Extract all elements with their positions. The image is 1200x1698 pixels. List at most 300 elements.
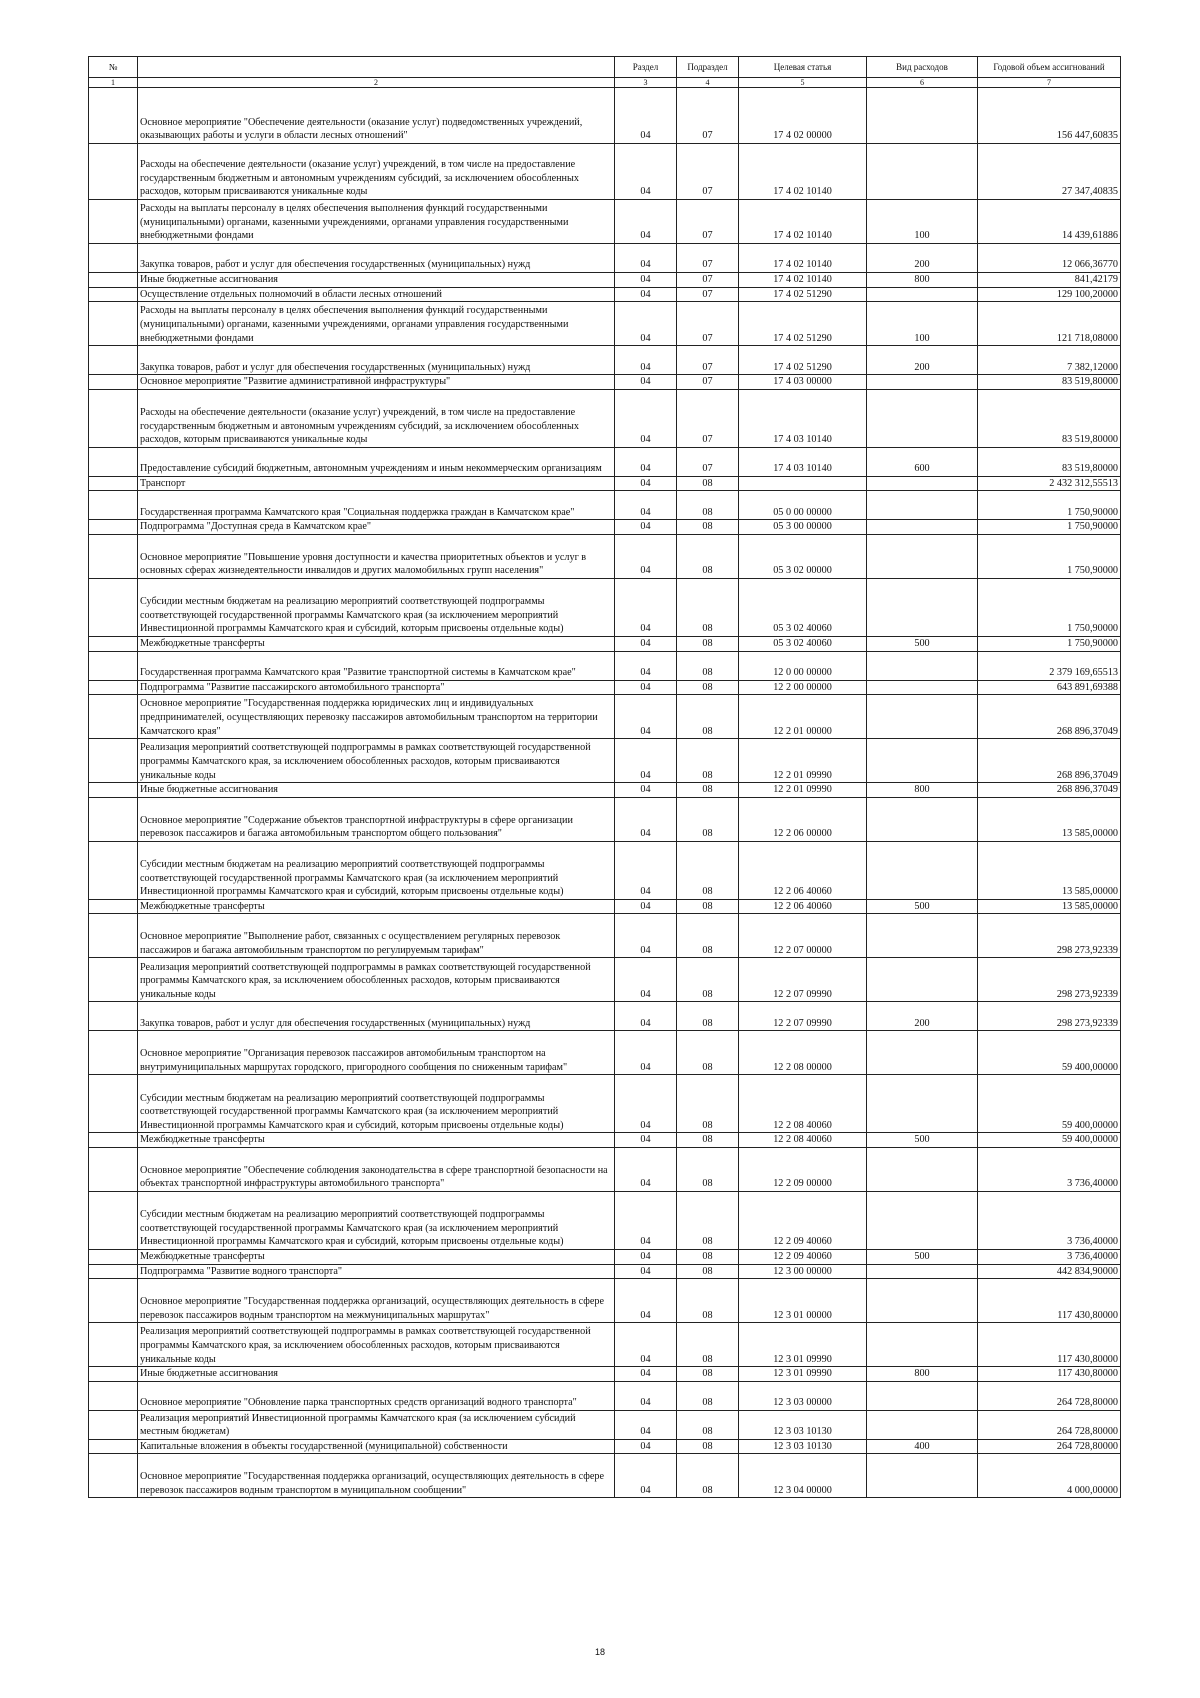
- row-subsection-cell: 08: [677, 534, 739, 578]
- row-number-cell: [89, 1147, 138, 1191]
- table-row: [89, 797, 1121, 841]
- row-amount-cell: 12 066,36770: [978, 244, 1121, 273]
- row-amount-cell: 117 430,80000: [978, 1323, 1121, 1367]
- row-amount-cell: 442 834,90000: [978, 1264, 1121, 1279]
- row-amount-cell: 3 736,40000: [978, 1147, 1121, 1191]
- row-subsection-cell: 08: [677, 1133, 739, 1148]
- row-name-cell: Основное мероприятие "Повышение уровня доступности и качества приоритетных объектов и услуг в основных сферах жизнедеятельности инвалидов и других маломобильных групп населения": [138, 534, 615, 578]
- table-row: [89, 447, 1121, 476]
- row-section-cell: 04: [615, 273, 677, 288]
- row-expense-kind-cell: 800: [867, 783, 978, 798]
- row-name-cell: Субсидии местным бюджетам на реализацию мероприятий соответствующей подпрограммы соответствующей государственной программы Камчатского края (за исключением мероприятий Инвестиционной программы Камчатского края и субсидий, которым присвоены отдельные коды): [138, 1191, 615, 1249]
- row-section-cell: 04: [615, 389, 677, 447]
- row-number-cell: [89, 680, 138, 695]
- row-section-cell: 04: [615, 841, 677, 899]
- row-target-article-cell: 12 2 06 00000: [739, 797, 867, 841]
- row-expense-kind-cell: 200: [867, 346, 978, 375]
- row-section-cell: 04: [615, 534, 677, 578]
- row-target-article-cell: 17 4 02 10140: [739, 200, 867, 244]
- row-expense-kind-cell: [867, 1410, 978, 1439]
- row-subsection-cell: 08: [677, 1031, 739, 1075]
- row-amount-cell: 59 400,00000: [978, 1133, 1121, 1148]
- row-number-cell: [89, 273, 138, 288]
- row-name-cell: Государственная программа Камчатского края "Социальная поддержка граждан в Камчатском крае": [138, 491, 615, 520]
- row-subsection-cell: 08: [677, 958, 739, 1002]
- row-target-article-cell: 12 2 08 40060: [739, 1075, 867, 1133]
- row-section-cell: 04: [615, 1279, 677, 1323]
- table-row: [89, 302, 1121, 346]
- row-target-article-cell: 17 4 02 10140: [739, 273, 867, 288]
- row-target-article-cell: 12 2 07 09990: [739, 1002, 867, 1031]
- row-subsection-cell: 08: [677, 1454, 739, 1498]
- row-section-cell: 04: [615, 1249, 677, 1264]
- table-row: [89, 534, 1121, 578]
- row-name-cell: Основное мероприятие "Выполнение работ, связанных с осуществлением регулярных перевозок пассажиров и багажа автомобильным транспортом по регулируемым тарифам": [138, 914, 615, 958]
- row-name-cell: Предоставление субсидий бюджетным, автономным учреждениям и иным некоммерческим организациям: [138, 447, 615, 476]
- row-target-article-cell: 17 4 02 10140: [739, 144, 867, 200]
- row-amount-cell: 59 400,00000: [978, 1031, 1121, 1075]
- row-amount-cell: 13 585,00000: [978, 797, 1121, 841]
- row-name-cell: Расходы на выплаты персоналу в целях обеспечения выполнения функций государственными (муниципальными) органами, казенными учреждениями, органами управления государственными внебюджетными фондами: [138, 200, 615, 244]
- row-section-cell: 04: [615, 200, 677, 244]
- row-number-cell: [89, 899, 138, 914]
- row-section-cell: 04: [615, 578, 677, 636]
- row-number-cell: [89, 1002, 138, 1031]
- row-amount-cell: 3 736,40000: [978, 1249, 1121, 1264]
- row-expense-kind-cell: 100: [867, 302, 978, 346]
- row-name-cell: Основное мероприятие "Обеспечение соблюдения законодательства в сфере транспортной безопасности на объектах транспортной инфраструктуры автомобильного транспорта": [138, 1147, 615, 1191]
- row-subsection-cell: 08: [677, 1075, 739, 1133]
- row-expense-kind-cell: 100: [867, 200, 978, 244]
- row-expense-kind-cell: 600: [867, 447, 978, 476]
- row-expense-kind-cell: 200: [867, 1002, 978, 1031]
- row-subsection-cell: 08: [677, 1147, 739, 1191]
- row-subsection-cell: 07: [677, 273, 739, 288]
- row-name-cell: Основное мероприятие "Государственная поддержка организаций, осуществляющих деятельность в сфере перевозок пассажиров водным транспортом на межмуниципальных маршрутах": [138, 1279, 615, 1323]
- row-subsection-cell: 08: [677, 914, 739, 958]
- row-subsection-cell: 08: [677, 1439, 739, 1454]
- row-amount-cell: 1 750,90000: [978, 491, 1121, 520]
- column-number: 1: [89, 78, 138, 88]
- row-name-cell: Реализация мероприятий соответствующей подпрограммы в рамках соответствующей государственной программы Камчатского края, за исключением обособленных расходов, которым присваиваются уникальные коды: [138, 958, 615, 1002]
- row-section-cell: 04: [615, 783, 677, 798]
- header-section: Раздел: [615, 57, 677, 78]
- row-subsection-cell: 08: [677, 797, 739, 841]
- row-expense-kind-cell: [867, 520, 978, 535]
- row-amount-cell: 121 718,08000: [978, 302, 1121, 346]
- row-target-article-cell: 12 2 09 40060: [739, 1249, 867, 1264]
- table-row: [89, 1381, 1121, 1410]
- row-amount-cell: 1 750,90000: [978, 520, 1121, 535]
- row-expense-kind-cell: [867, 375, 978, 390]
- row-number-cell: [89, 739, 138, 783]
- row-name-cell: Основное мероприятие "Развитие административной инфраструктуры": [138, 375, 615, 390]
- table-row: [89, 1249, 1121, 1264]
- row-section-cell: 04: [615, 695, 677, 739]
- row-amount-cell: 841,42179: [978, 273, 1121, 288]
- row-name-cell: Основное мероприятие "Организация перевозок пассажиров автомобильным транспортом на внутримуниципальных маршрутах городского, пригородного сообщения по сниженным тарифам": [138, 1031, 615, 1075]
- header-expense-kind: Вид расходов: [867, 57, 978, 78]
- table-row: [89, 476, 1121, 491]
- row-name-cell: Подпрограмма "Развитие водного транспорта": [138, 1264, 615, 1279]
- row-target-article-cell: 12 2 01 09990: [739, 783, 867, 798]
- row-expense-kind-cell: [867, 144, 978, 200]
- column-number: 6: [867, 78, 978, 88]
- row-target-article-cell: 12 2 06 40060: [739, 841, 867, 899]
- row-target-article-cell: 12 3 03 10130: [739, 1410, 867, 1439]
- row-section-cell: 04: [615, 1191, 677, 1249]
- row-target-article-cell: 17 4 02 51290: [739, 346, 867, 375]
- row-amount-cell: 83 519,80000: [978, 375, 1121, 390]
- row-expense-kind-cell: 200: [867, 244, 978, 273]
- row-subsection-cell: 07: [677, 302, 739, 346]
- table-body: [89, 88, 1121, 1498]
- row-amount-cell: 268 896,37049: [978, 695, 1121, 739]
- row-section-cell: 04: [615, 1439, 677, 1454]
- row-name-cell: Реализация мероприятий Инвестиционной программы Камчатского края (за исключением субсидий местным бюджетам): [138, 1410, 615, 1439]
- row-expense-kind-cell: [867, 958, 978, 1002]
- row-subsection-cell: 07: [677, 447, 739, 476]
- row-number-cell: [89, 636, 138, 651]
- row-name-cell: Основное мероприятие "Обновление парка транспортных средств организаций водного транспорта": [138, 1381, 615, 1410]
- row-number-cell: [89, 476, 138, 491]
- row-section-cell: 04: [615, 302, 677, 346]
- row-name-cell: Иные бюджетные ассигнования: [138, 783, 615, 798]
- row-target-article-cell: 17 4 02 51290: [739, 302, 867, 346]
- page-number: 18: [594, 1647, 605, 1657]
- header-annual-amount: Годовой объем ассигнований: [978, 57, 1121, 78]
- row-section-cell: 04: [615, 1002, 677, 1031]
- row-subsection-cell: 08: [677, 520, 739, 535]
- row-amount-cell: 156 447,60835: [978, 88, 1121, 144]
- row-section-cell: 04: [615, 739, 677, 783]
- row-name-cell: Закупка товаров, работ и услуг для обеспечения государственных (муниципальных) нужд: [138, 1002, 615, 1031]
- row-amount-cell: 117 430,80000: [978, 1367, 1121, 1382]
- row-expense-kind-cell: [867, 1191, 978, 1249]
- row-number-cell: [89, 783, 138, 798]
- row-number-cell: [89, 1381, 138, 1410]
- table-row: [89, 1439, 1121, 1454]
- header-number: №: [89, 57, 138, 78]
- table-row: [89, 1410, 1121, 1439]
- row-subsection-cell: 08: [677, 1191, 739, 1249]
- column-number: 7: [978, 78, 1121, 88]
- table-row: [89, 287, 1121, 302]
- row-name-cell: Транспорт: [138, 476, 615, 491]
- row-expense-kind-cell: [867, 389, 978, 447]
- row-expense-kind-cell: 800: [867, 1367, 978, 1382]
- row-section-cell: 04: [615, 476, 677, 491]
- row-subsection-cell: 08: [677, 783, 739, 798]
- row-number-cell: [89, 1249, 138, 1264]
- row-subsection-cell: 08: [677, 1381, 739, 1410]
- row-amount-cell: 1 750,90000: [978, 534, 1121, 578]
- row-section-cell: 04: [615, 899, 677, 914]
- row-number-cell: [89, 651, 138, 680]
- row-name-cell: Межбюджетные трансферты: [138, 636, 615, 651]
- table-row: [89, 1279, 1121, 1323]
- row-amount-cell: 117 430,80000: [978, 1279, 1121, 1323]
- row-amount-cell: 7 382,12000: [978, 346, 1121, 375]
- row-expense-kind-cell: [867, 1381, 978, 1410]
- row-target-article-cell: 17 4 03 00000: [739, 375, 867, 390]
- row-subsection-cell: 08: [677, 651, 739, 680]
- row-target-article-cell: 12 0 00 00000: [739, 651, 867, 680]
- row-number-cell: [89, 695, 138, 739]
- row-section-cell: 04: [615, 491, 677, 520]
- row-expense-kind-cell: [867, 739, 978, 783]
- row-expense-kind-cell: [867, 1264, 978, 1279]
- row-section-cell: 04: [615, 1454, 677, 1498]
- table-row: [89, 958, 1121, 1002]
- row-name-cell: Расходы на обеспечение деятельности (оказание услуг) учреждений, в том числе на предоставление государственным бюджетным и автономным учреждениям субсидий, за исключением обособленных расходов, которым присваиваются уникальные коды: [138, 389, 615, 447]
- row-expense-kind-cell: [867, 1031, 978, 1075]
- table-row: [89, 1075, 1121, 1133]
- row-amount-cell: 264 728,80000: [978, 1410, 1121, 1439]
- row-amount-cell: 27 347,40835: [978, 144, 1121, 200]
- row-section-cell: 04: [615, 636, 677, 651]
- row-number-cell: [89, 200, 138, 244]
- table-row: [89, 520, 1121, 535]
- row-amount-cell: 3 736,40000: [978, 1191, 1121, 1249]
- row-name-cell: Межбюджетные трансферты: [138, 1133, 615, 1148]
- row-number-cell: [89, 1279, 138, 1323]
- table-row: [89, 680, 1121, 695]
- row-subsection-cell: 08: [677, 739, 739, 783]
- row-name-cell: Субсидии местным бюджетам на реализацию мероприятий соответствующей подпрограммы соответствующей государственной программы Камчатского края (за исключением мероприятий Инвестиционной программы Камчатского края и субсидий, которым присвоены отдельные коды): [138, 841, 615, 899]
- row-amount-cell: 83 519,80000: [978, 447, 1121, 476]
- header-target-article: Целевая статья: [739, 57, 867, 78]
- row-section-cell: 04: [615, 1264, 677, 1279]
- table-row: [89, 1191, 1121, 1249]
- row-subsection-cell: 08: [677, 476, 739, 491]
- row-number-cell: [89, 389, 138, 447]
- column-number: 2: [138, 78, 615, 88]
- row-amount-cell: 59 400,00000: [978, 1075, 1121, 1133]
- row-expense-kind-cell: 500: [867, 1249, 978, 1264]
- row-number-cell: [89, 1264, 138, 1279]
- table-row: [89, 636, 1121, 651]
- row-expense-kind-cell: 500: [867, 636, 978, 651]
- row-target-article-cell: 05 3 02 00000: [739, 534, 867, 578]
- row-name-cell: Государственная программа Камчатского края "Развитие транспортной системы в Камчатском крае": [138, 651, 615, 680]
- row-subsection-cell: 08: [677, 899, 739, 914]
- row-subsection-cell: 07: [677, 389, 739, 447]
- column-number: 4: [677, 78, 739, 88]
- row-section-cell: 04: [615, 651, 677, 680]
- row-name-cell: Субсидии местным бюджетам на реализацию мероприятий соответствующей подпрограммы соответствующей государственной программы Камчатского края (за исключением мероприятий Инвестиционной программы Камчатского края и субсидий, которым присвоены отдельные коды): [138, 1075, 615, 1133]
- row-number-cell: [89, 447, 138, 476]
- row-section-cell: 04: [615, 1031, 677, 1075]
- header-subsection: Подраздел: [677, 57, 739, 78]
- table-row: [89, 1133, 1121, 1148]
- row-name-cell: Субсидии местным бюджетам на реализацию мероприятий соответствующей подпрограммы соответствующей государственной программы Камчатского края (за исключением мероприятий Инвестиционной программы Камчатского края и субсидий, которым присвоены отдельные коды): [138, 578, 615, 636]
- row-expense-kind-cell: [867, 914, 978, 958]
- row-section-cell: 04: [615, 447, 677, 476]
- column-number-row: [89, 78, 1121, 88]
- row-name-cell: Основное мероприятие "Государственная поддержка юридических лиц и индивидуальных предпринимателей, осуществляющих перевозку пассажиров автомобильным транспортом на территории Камчатского края": [138, 695, 615, 739]
- row-section-cell: 04: [615, 958, 677, 1002]
- row-section-cell: 04: [615, 144, 677, 200]
- row-target-article-cell: 17 4 02 00000: [739, 88, 867, 144]
- row-target-article-cell: 12 3 01 09990: [739, 1323, 867, 1367]
- row-subsection-cell: 08: [677, 695, 739, 739]
- row-expense-kind-cell: [867, 88, 978, 144]
- row-subsection-cell: 07: [677, 88, 739, 144]
- row-expense-kind-cell: [867, 476, 978, 491]
- table-row: [89, 389, 1121, 447]
- row-subsection-cell: 08: [677, 578, 739, 636]
- row-section-cell: 04: [615, 1147, 677, 1191]
- row-amount-cell: 268 896,37049: [978, 739, 1121, 783]
- row-section-cell: 04: [615, 1381, 677, 1410]
- row-name-cell: Реализация мероприятий соответствующей подпрограммы в рамках соответствующей государственной программы Камчатского края, за исключением обособленных расходов, которым присваиваются уникальные коды: [138, 739, 615, 783]
- row-target-article-cell: 17 4 02 10140: [739, 244, 867, 273]
- row-number-cell: [89, 958, 138, 1002]
- row-expense-kind-cell: 500: [867, 899, 978, 914]
- column-number: 3: [615, 78, 677, 88]
- row-number-cell: [89, 1323, 138, 1367]
- row-number-cell: [89, 244, 138, 273]
- table-row: [89, 695, 1121, 739]
- row-section-cell: 04: [615, 346, 677, 375]
- table-row: [89, 1147, 1121, 1191]
- row-target-article-cell: 17 4 03 10140: [739, 447, 867, 476]
- row-expense-kind-cell: [867, 651, 978, 680]
- row-expense-kind-cell: [867, 287, 978, 302]
- row-expense-kind-cell: [867, 680, 978, 695]
- row-amount-cell: 4 000,00000: [978, 1454, 1121, 1498]
- row-target-article-cell: 05 3 02 40060: [739, 578, 867, 636]
- row-target-article-cell: 12 2 07 09990: [739, 958, 867, 1002]
- row-target-article-cell: 12 3 01 00000: [739, 1279, 867, 1323]
- row-expense-kind-cell: [867, 491, 978, 520]
- row-number-cell: [89, 1367, 138, 1382]
- row-target-article-cell: 17 4 03 10140: [739, 389, 867, 447]
- row-subsection-cell: 08: [677, 1323, 739, 1367]
- table-row: [89, 739, 1121, 783]
- row-target-article-cell: 05 0 00 00000: [739, 491, 867, 520]
- row-number-cell: [89, 841, 138, 899]
- row-target-article-cell: 12 2 01 09990: [739, 739, 867, 783]
- row-subsection-cell: 08: [677, 636, 739, 651]
- row-number-cell: [89, 1133, 138, 1148]
- row-name-cell: Иные бюджетные ассигнования: [138, 1367, 615, 1382]
- table-row: [89, 651, 1121, 680]
- row-name-cell: Осуществление отдельных полномочий в области лесных отношений: [138, 287, 615, 302]
- row-subsection-cell: 08: [677, 680, 739, 695]
- row-number-cell: [89, 1031, 138, 1075]
- row-expense-kind-cell: [867, 695, 978, 739]
- row-target-article-cell: 12 2 00 00000: [739, 680, 867, 695]
- row-target-article-cell: 12 3 04 00000: [739, 1454, 867, 1498]
- row-amount-cell: 2 379 169,65513: [978, 651, 1121, 680]
- row-expense-kind-cell: [867, 1147, 978, 1191]
- row-amount-cell: 13 585,00000: [978, 899, 1121, 914]
- row-expense-kind-cell: [867, 841, 978, 899]
- row-target-article-cell: 12 2 09 00000: [739, 1147, 867, 1191]
- column-number: 5: [739, 78, 867, 88]
- row-number-cell: [89, 88, 138, 144]
- row-name-cell: Расходы на обеспечение деятельности (оказание услуг) учреждений, в том числе на предоставление государственным бюджетным и автономным учреждениям субсидий, за исключением обособленных расходов, которым присваиваются уникальные коды: [138, 144, 615, 200]
- row-target-article-cell: [739, 476, 867, 491]
- row-amount-cell: 298 273,92339: [978, 1002, 1121, 1031]
- table-row: [89, 144, 1121, 200]
- table-row: [89, 1367, 1121, 1382]
- table-row: [89, 899, 1121, 914]
- row-number-cell: [89, 914, 138, 958]
- row-section-cell: 04: [615, 1323, 677, 1367]
- row-section-cell: 04: [615, 1367, 677, 1382]
- row-number-cell: [89, 1439, 138, 1454]
- row-number-cell: [89, 491, 138, 520]
- row-number-cell: [89, 346, 138, 375]
- table-row: [89, 914, 1121, 958]
- row-subsection-cell: 08: [677, 1279, 739, 1323]
- row-target-article-cell: 12 2 08 00000: [739, 1031, 867, 1075]
- row-amount-cell: 13 585,00000: [978, 841, 1121, 899]
- row-number-cell: [89, 1075, 138, 1133]
- row-name-cell: Межбюджетные трансферты: [138, 899, 615, 914]
- row-subsection-cell: 08: [677, 1410, 739, 1439]
- row-number-cell: [89, 1454, 138, 1498]
- row-expense-kind-cell: [867, 1279, 978, 1323]
- row-section-cell: 04: [615, 1075, 677, 1133]
- row-section-cell: 04: [615, 680, 677, 695]
- row-target-article-cell: 12 2 01 00000: [739, 695, 867, 739]
- header-row: [89, 57, 1121, 78]
- row-amount-cell: 298 273,92339: [978, 914, 1121, 958]
- table-row: [89, 1264, 1121, 1279]
- table-row: [89, 578, 1121, 636]
- row-amount-cell: 298 273,92339: [978, 958, 1121, 1002]
- row-section-cell: 04: [615, 287, 677, 302]
- row-section-cell: 04: [615, 1133, 677, 1148]
- row-amount-cell: 2 432 312,55513: [978, 476, 1121, 491]
- row-amount-cell: 643 891,69388: [978, 680, 1121, 695]
- row-name-cell: Основное мероприятие "Государственная поддержка организаций, осуществляющих деятельность в сфере перевозок пассажиров водным транспортом в муниципальном сообщении": [138, 1454, 615, 1498]
- table-row: [89, 375, 1121, 390]
- row-subsection-cell: 08: [677, 1264, 739, 1279]
- row-subsection-cell: 08: [677, 841, 739, 899]
- table-row: [89, 273, 1121, 288]
- row-target-article-cell: 12 2 06 40060: [739, 899, 867, 914]
- row-amount-cell: 14 439,61886: [978, 200, 1121, 244]
- row-number-cell: [89, 375, 138, 390]
- budget-table: [88, 56, 1121, 1498]
- row-target-article-cell: 12 2 07 00000: [739, 914, 867, 958]
- row-number-cell: [89, 1191, 138, 1249]
- budget-sheet: [88, 56, 1120, 1498]
- row-expense-kind-cell: 400: [867, 1439, 978, 1454]
- row-expense-kind-cell: [867, 797, 978, 841]
- row-section-cell: 04: [615, 797, 677, 841]
- row-target-article-cell: 12 2 08 40060: [739, 1133, 867, 1148]
- row-subsection-cell: 07: [677, 375, 739, 390]
- row-section-cell: 04: [615, 375, 677, 390]
- row-amount-cell: 264 728,80000: [978, 1381, 1121, 1410]
- row-name-cell: Закупка товаров, работ и услуг для обеспечения государственных (муниципальных) нужд: [138, 346, 615, 375]
- row-expense-kind-cell: [867, 578, 978, 636]
- row-subsection-cell: 07: [677, 200, 739, 244]
- row-expense-kind-cell: [867, 1323, 978, 1367]
- table-row: [89, 491, 1121, 520]
- row-expense-kind-cell: [867, 1454, 978, 1498]
- row-target-article-cell: 12 3 01 09990: [739, 1367, 867, 1382]
- row-section-cell: 04: [615, 244, 677, 273]
- row-name-cell: Расходы на выплаты персоналу в целях обеспечения выполнения функций государственными (муниципальными) органами, казенными учреждениями, органами управления государственными внебюджетными фондами: [138, 302, 615, 346]
- row-target-article-cell: 17 4 02 51290: [739, 287, 867, 302]
